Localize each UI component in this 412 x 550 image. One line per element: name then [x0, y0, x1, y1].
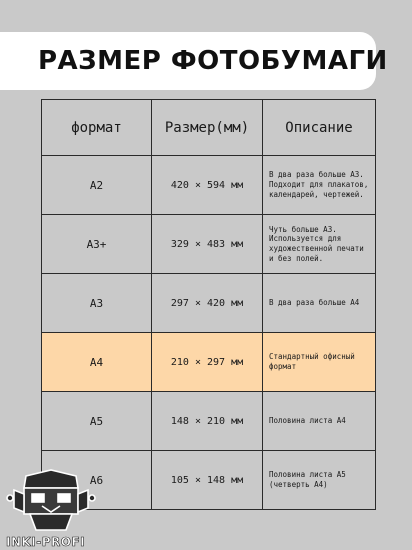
cell-size: 148 × 210 мм: [152, 392, 263, 451]
cell-description: Половина листа А4: [263, 392, 376, 451]
cell-size: 297 × 420 мм: [152, 274, 263, 333]
header-format: формат: [42, 100, 152, 156]
cell-format: A2: [42, 156, 152, 215]
cell-format: A5: [42, 392, 152, 451]
table-row: [42, 274, 376, 333]
table-row: [42, 392, 376, 451]
cell-description: Стандартный офисный формат: [263, 333, 376, 392]
cell-description: В два раза больше А4: [263, 274, 376, 333]
paper-size-table: [41, 99, 376, 510]
table-header-row: [42, 100, 376, 156]
cell-size: 210 × 297 мм: [152, 333, 263, 392]
table-row: [42, 215, 376, 274]
cell-description: Половина листа А5 (четверть А4): [263, 451, 376, 510]
cell-format: A3: [42, 274, 152, 333]
header-size: Размер(мм): [152, 100, 263, 156]
cell-format: A3+: [42, 215, 152, 274]
table-row-highlighted: [42, 333, 376, 392]
cell-format: A4: [42, 333, 152, 392]
cell-format: A6: [42, 451, 152, 510]
title-banner: [0, 32, 388, 90]
brand-logo-text: INKI-PROFI: [6, 535, 86, 549]
cell-size: 105 × 148 мм: [152, 451, 263, 510]
page-title: РАЗМЕР ФОТОБУМАГИ: [38, 46, 388, 76]
cell-size: 329 × 483 мм: [152, 215, 263, 274]
cell-description: Чуть больше А3. Используется для художественной печати и без полей.: [263, 215, 376, 274]
cell-size: 420 × 594 мм: [152, 156, 263, 215]
table-row: [42, 156, 376, 215]
header-description: Описание: [263, 100, 376, 156]
cell-description: В два раза больше А3. Подходит для плакатов, календарей, чертежей.: [263, 156, 376, 215]
